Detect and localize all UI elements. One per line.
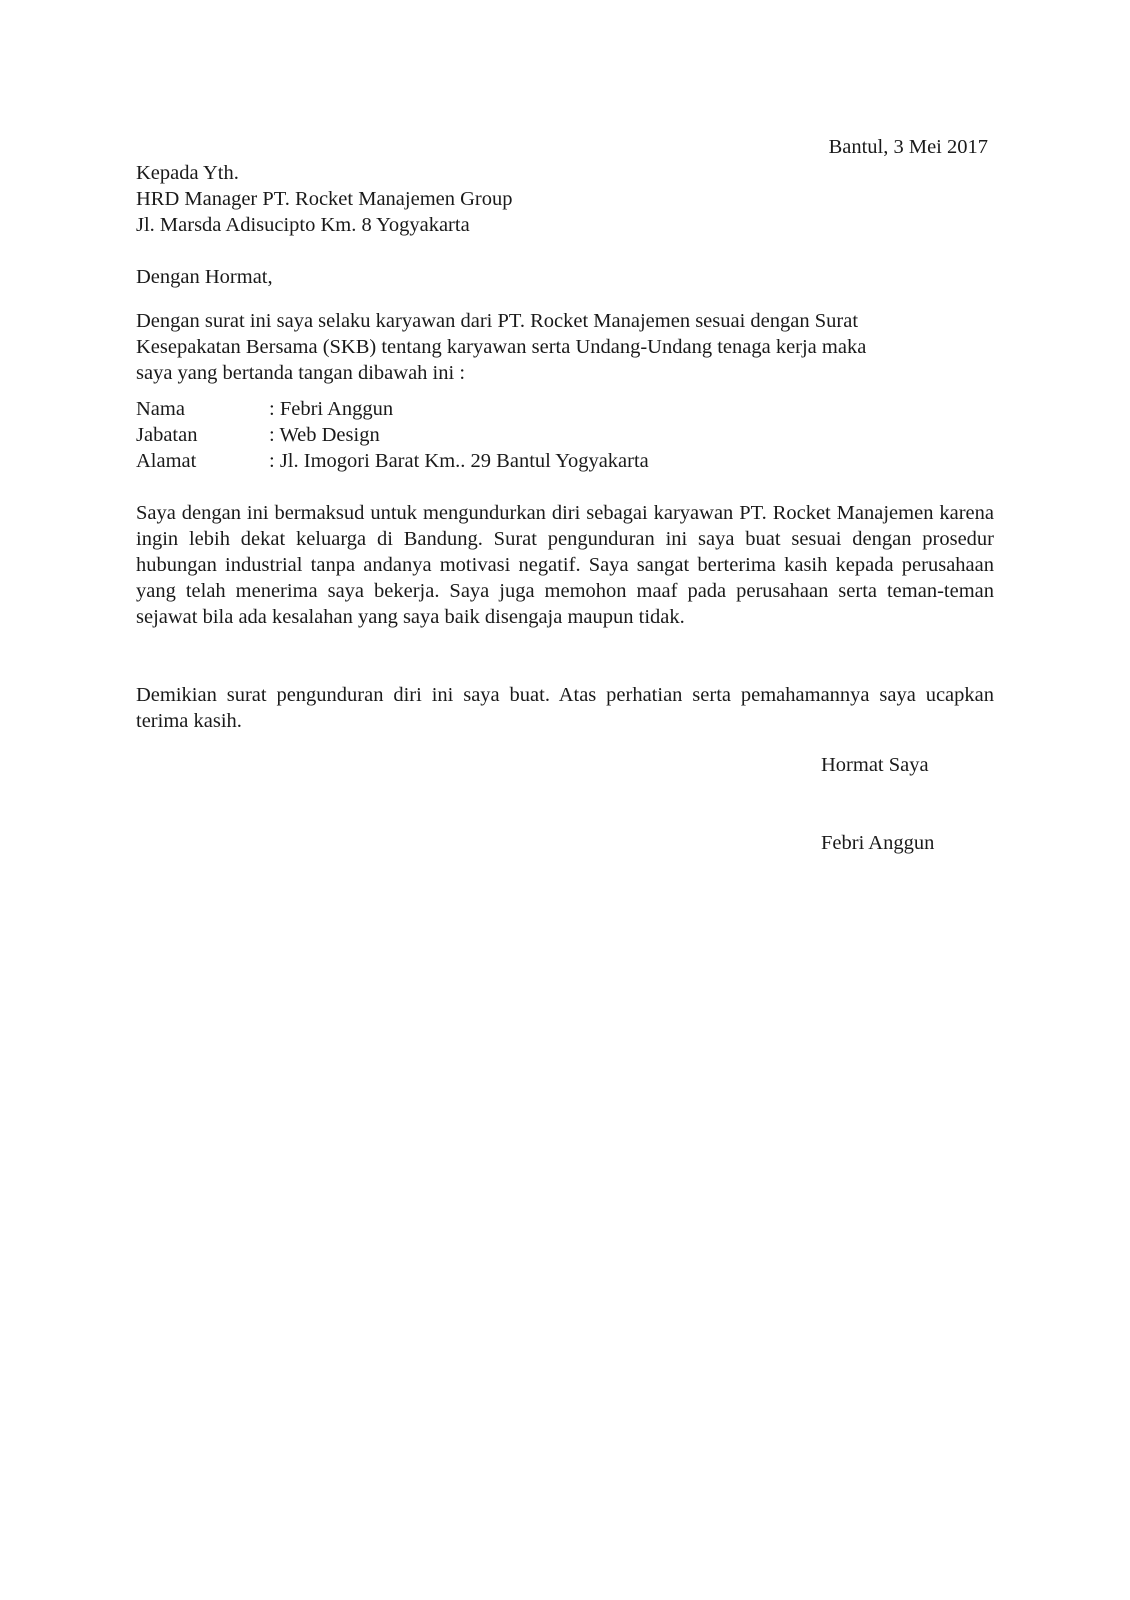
salutation: Dengan Hormat, bbox=[136, 266, 273, 288]
detail-value: : Jl. Imogori Barat Km.. 29 Bantul Yogyakarta bbox=[269, 450, 649, 472]
detail-label: Alamat bbox=[136, 450, 197, 472]
detail-value: : Febri Anggun bbox=[269, 398, 394, 420]
employee-details bbox=[136, 396, 649, 474]
detail-row-jabatan bbox=[136, 422, 649, 448]
signer-name: Febri Anggun bbox=[821, 832, 935, 854]
intro-paragraph bbox=[136, 308, 956, 386]
intro-line: Kesepakatan Bersama (SKB) tentang karyawan serta Undang-Undang tenaga kerja maka bbox=[136, 336, 867, 358]
detail-label: Jabatan bbox=[136, 424, 198, 446]
intro-line: Dengan surat ini saya selaku karyawan dari PT. Rocket Manajemen sesuai dengan Surat bbox=[136, 310, 859, 332]
body-paragraph: Saya dengan ini bermaksud untuk mengundurkan diri sebagai karyawan PT. Rocket Manajemen karena ingin lebih dekat keluarga di Bandung. Surat pengunduran ini saya buat sesuai dengan prosedur hubungan industrial tanpa andanya motivasi negatif. Saya sangat berterima kasih kepada perusahaan yang telah menerima saya bekerja. Saya juga memohon maaf pada perusahaan serta teman-teman sejawat bila ada kesalahan yang saya baik disengaja maupun tidak. bbox=[136, 502, 994, 628]
recipient-block bbox=[136, 160, 513, 238]
detail-row-nama bbox=[136, 396, 649, 422]
letter-date: Bantul, 3 Mei 2017 bbox=[828, 136, 988, 158]
detail-row-alamat bbox=[136, 448, 649, 474]
intro-line: saya yang bertanda tangan dibawah ini : bbox=[136, 362, 466, 384]
detail-value: : Web Design bbox=[269, 424, 380, 446]
detail-label: Nama bbox=[136, 398, 185, 420]
recipient-line: Kepada Yth. bbox=[136, 162, 239, 184]
closing-paragraph: Demikian surat pengunduran diri ini saya buat. Atas perhatian serta pemahamannya saya ucapkan terima kasih. bbox=[136, 684, 994, 732]
recipient-line: HRD Manager PT. Rocket Manajemen Group bbox=[136, 188, 513, 210]
signoff: Hormat Saya bbox=[821, 754, 929, 776]
recipient-line: Jl. Marsda Adisucipto Km. 8 Yogyakarta bbox=[136, 214, 470, 236]
